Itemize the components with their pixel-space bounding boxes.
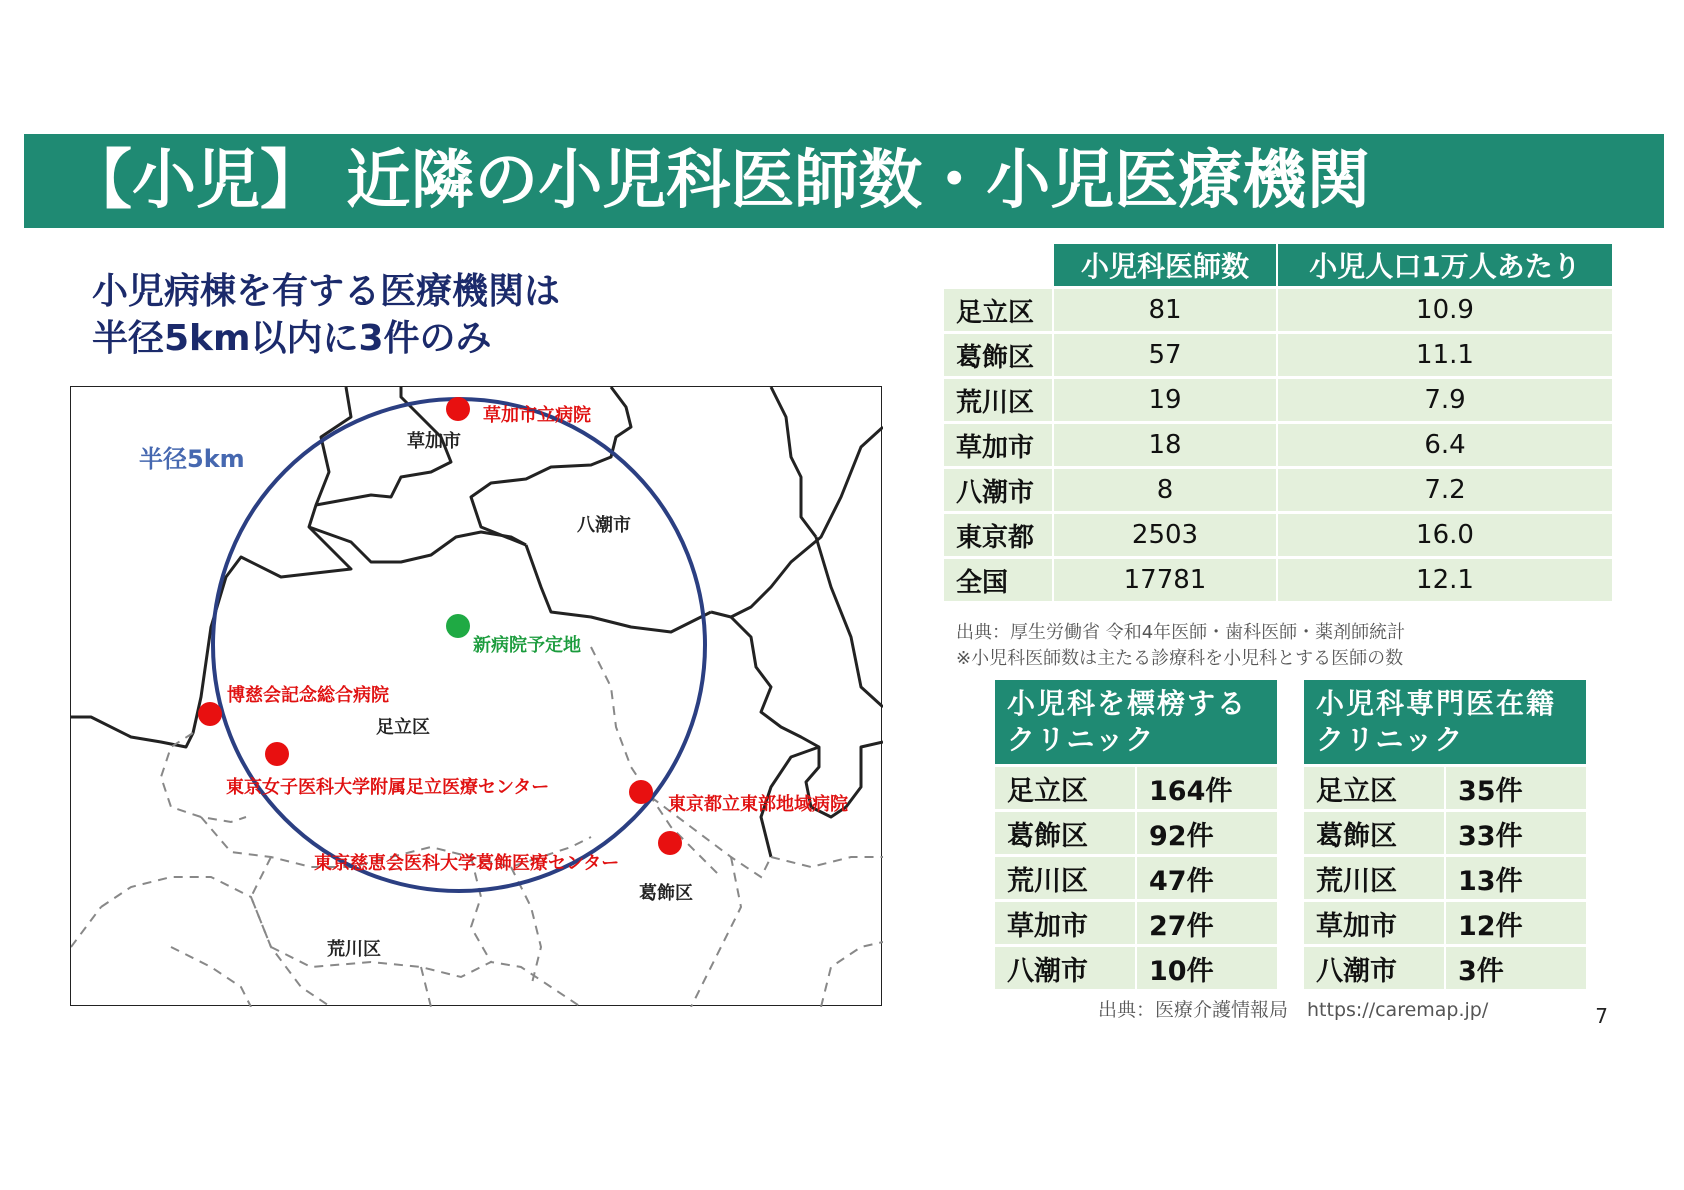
table-row: [1304, 812, 1586, 854]
row-count: 164件: [1137, 767, 1277, 809]
row-area: 葛飾区: [944, 334, 1052, 376]
row-doctors: 8: [1054, 469, 1276, 511]
place-adachi: 足立区: [376, 717, 430, 738]
row-area: 荒川区: [995, 857, 1135, 899]
table-row: [944, 559, 1612, 601]
row-doctors: 2503: [1054, 514, 1276, 556]
row-count: 92件: [1137, 812, 1277, 854]
row-doctors: 81: [1054, 289, 1276, 331]
marker-hakujikai: [198, 702, 222, 726]
place-katsushika: 葛飾区: [639, 883, 693, 904]
place-arakawa: 荒川区: [327, 939, 381, 960]
row-area: 草加市: [995, 902, 1135, 944]
row-per10k: 16.0: [1278, 514, 1612, 556]
row-per10k: 11.1: [1278, 334, 1612, 376]
radius-label: 半径5km: [139, 445, 245, 473]
table-row: [1304, 947, 1586, 989]
row-count: 35件: [1446, 767, 1586, 809]
row-per10k: 7.2: [1278, 469, 1612, 511]
row-area: 草加市: [944, 424, 1052, 466]
slide-title: 【小児】 近隣の小児科医師数・小児医療機関: [24, 134, 1664, 228]
clinic-table-2-header-line-2: クリニック: [1316, 723, 1465, 756]
row-per10k: 12.1: [1278, 559, 1612, 601]
row-area: 足立区: [995, 767, 1135, 809]
row-area: 葛飾区: [995, 812, 1135, 854]
pediatrician-count-table: [942, 241, 1614, 604]
marker-soka-hospital: [446, 397, 470, 421]
label-twmu-adachi: 東京女子医科大学附属足立医療センター: [226, 777, 550, 798]
table-row: [944, 469, 1612, 511]
marker-jikei-katsushika: [658, 831, 682, 855]
clinic-table-2-header-line-1: 小児科専門医在籍: [1316, 687, 1557, 720]
row-per10k: 10.9: [1278, 289, 1612, 331]
row-doctors: 17781: [1054, 559, 1276, 601]
row-area: 八潮市: [1304, 947, 1444, 989]
clinic-table-1-header-line-1: 小児科を標榜する: [1007, 687, 1248, 720]
row-doctors: 18: [1054, 424, 1276, 466]
row-doctors: 19: [1054, 379, 1276, 421]
row-area: 八潮市: [944, 469, 1052, 511]
row-area: 八潮市: [995, 947, 1135, 989]
table-row: [944, 289, 1612, 331]
label-soka-hospital: 草加市立病院: [483, 405, 591, 426]
row-area: 草加市: [1304, 902, 1444, 944]
label-new-site: 新病院予定地: [473, 635, 581, 656]
table-row: [995, 857, 1277, 899]
page-number: 7: [1595, 1004, 1608, 1028]
row-area: 足立区: [1304, 767, 1444, 809]
clinic-table-2-header: [1304, 680, 1586, 764]
marker-new-site: [446, 614, 470, 638]
row-doctors: 57: [1054, 334, 1276, 376]
radius-circle: [213, 399, 705, 891]
marker-tokyo-east: [629, 780, 653, 804]
source-note-2: ※小児科医師数は主たる診療科を小児科とする医師の数: [956, 648, 1404, 669]
row-per10k: 6.4: [1278, 424, 1612, 466]
row-count: 10件: [1137, 947, 1277, 989]
table-row: [1304, 902, 1586, 944]
clinic-table-specialist: [1302, 677, 1588, 992]
place-yashio: 八潮市: [577, 515, 631, 536]
clinic-table-1-header-line-2: クリニック: [1007, 723, 1156, 756]
table-row: [995, 902, 1277, 944]
subtitle-line-1: 小児病棟を有する医療機関は: [92, 271, 561, 312]
table-row: [995, 947, 1277, 989]
row-count: 33件: [1446, 812, 1586, 854]
row-count: 3件: [1446, 947, 1586, 989]
map-dashed-boundaries: [71, 647, 883, 1007]
table-row: [944, 379, 1612, 421]
label-tokyo-east: 東京都立東部地域病院: [668, 794, 848, 815]
row-area: 葛飾区: [1304, 812, 1444, 854]
place-soka: 草加市: [407, 431, 461, 452]
table-row: [944, 334, 1612, 376]
table-row: [995, 812, 1277, 854]
table-row: [944, 514, 1612, 556]
source-note-1: 出典：厚生労働省 令和4年医師・歯科医師・薬剤師統計: [956, 622, 1406, 643]
row-count: 27件: [1137, 902, 1277, 944]
row-count: 47件: [1137, 857, 1277, 899]
header-per10k: 小児人口1万人あたり: [1278, 244, 1612, 286]
header-doctors: 小児科医師数: [1054, 244, 1276, 286]
row-area: 荒川区: [944, 379, 1052, 421]
row-area: 荒川区: [1304, 857, 1444, 899]
area-map: [70, 386, 882, 1006]
label-hakujikai: 博慈会記念総合病院: [227, 685, 389, 706]
clinic-source-note: 出典：医療介護情報局 https://caremap.jp/: [1098, 999, 1489, 1021]
table-corner: [944, 244, 1052, 286]
clinic-table-1-header: [995, 680, 1277, 764]
subtitle-line-2: 半径5km以内に3件のみ: [92, 318, 492, 359]
row-count: 13件: [1446, 857, 1586, 899]
row-count: 12件: [1446, 902, 1586, 944]
table-row: [995, 767, 1277, 809]
subtitle: [92, 268, 560, 362]
table-row: [1304, 767, 1586, 809]
table-row: [944, 424, 1612, 466]
map-drawing: [71, 387, 883, 1007]
clinic-table-listing: [993, 677, 1279, 992]
row-per10k: 7.9: [1278, 379, 1612, 421]
marker-twmu-adachi: [265, 742, 289, 766]
row-area: 足立区: [944, 289, 1052, 331]
row-area: 東京都: [944, 514, 1052, 556]
table-row: [1304, 857, 1586, 899]
row-area: 全国: [944, 559, 1052, 601]
label-jikei-katsushika: 東京慈恵会医科大学葛飾医療センター: [314, 853, 620, 874]
